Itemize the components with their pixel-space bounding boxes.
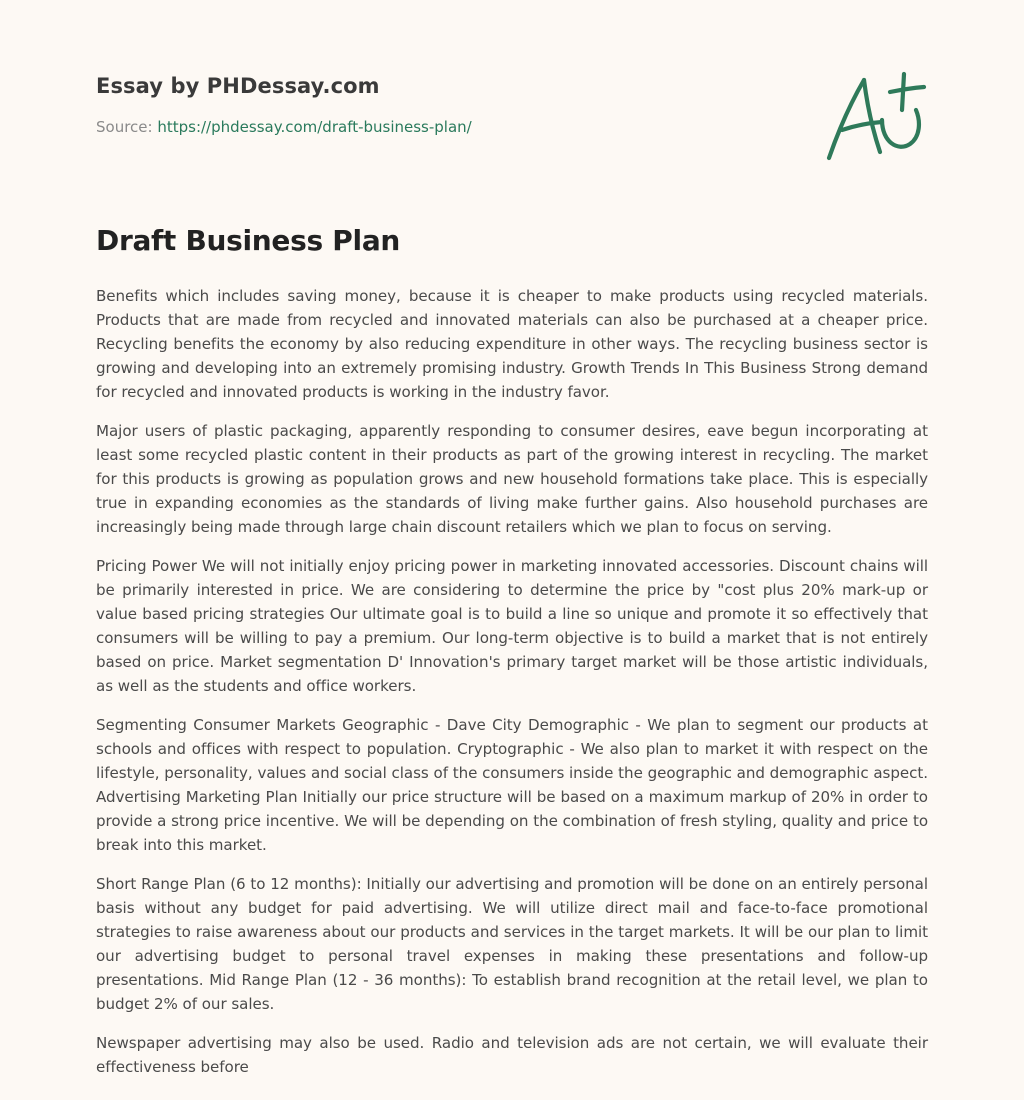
a-plus-logo-icon xyxy=(820,66,930,166)
essay-header xyxy=(96,74,928,136)
essay-body xyxy=(96,284,928,1094)
source-label: Source: xyxy=(96,118,158,136)
paragraph: Newspaper advertising may also be used. Radio and television ads are not certain, we will evaluate their effectiveness before xyxy=(96,1034,928,1076)
site-title: Essay by PHDessay.com xyxy=(96,74,380,98)
paragraph: Short Range Plan (6 to 12 months): Initially our advertising and promotion will be done on an entirely personal basis without any budget for paid advertising. We will utilize direct mail and face-to-face promotional strategies to raise awareness about our products and services in the target markets. It will be our plan to limit our advertising budget to personal travel expenses in making these presentations and follow-up presentations. Mid Range Plan (12 - 36 months): To establish brand recognition at the retail level, we plan to budget 2% of our sales. xyxy=(96,875,928,1013)
paragraph: Benefits which includes saving money, because it is cheaper to make products using recycled materials. Products that are made from recycled and innovated materials can also be purchased at a cheaper price. Recycling benefits the economy by also reducing expenditure in other ways. The recycling business sector is growing and developing into an extremely promising industry. Growth Trends In This Business Strong demand for recycled and innovated products is working in the industry favor. xyxy=(96,287,928,401)
document-title: Draft Business Plan xyxy=(96,224,401,257)
paragraph: Major users of plastic packaging, apparently responding to consumer desires, eave begun incorporating at least some recycled plastic content in their products as part of the growing interest in recycling. The market for this products is growing as population grows and new household formations take place. This is especially true in expanding economies as the standards of living make further gains. Also household purchases are increasingly being made through large chain discount retailers which we plan to focus on serving. xyxy=(96,422,928,536)
source-line xyxy=(96,118,928,136)
paragraph: Pricing Power We will not initially enjoy pricing power in marketing innovated accessories. Discount chains will be primarily interested in price. We are considering to determine the price by "cost plus 20% mark-up or value based pricing strategies Our ultimate goal is to build a line so unique and promote it so effectively that consumers will be willing to pay a premium. Our long-term objective is to build a market that is not entirely based on price. Market segmentation D' Innovation's primary target market will be those artistic individuals, as well as the students and office workers. xyxy=(96,557,928,695)
source-link[interactable]: https://phdessay.com/draft-business-plan/ xyxy=(157,118,472,136)
paragraph: Segmenting Consumer Markets Geographic - Dave City Demographic - We plan to segment our products at schools and offices with respect to population. Cryptographic - We also plan to market it with respect on the lifestyle, personality, values and social class of the consumers inside the geographic and demographic aspect. Advertising Marketing Plan Initially our price structure will be based on a maximum markup of 20% in order to provide a strong price incentive. We will be depending on the combination of fresh styling, quality and price to break into this market. xyxy=(96,716,928,854)
